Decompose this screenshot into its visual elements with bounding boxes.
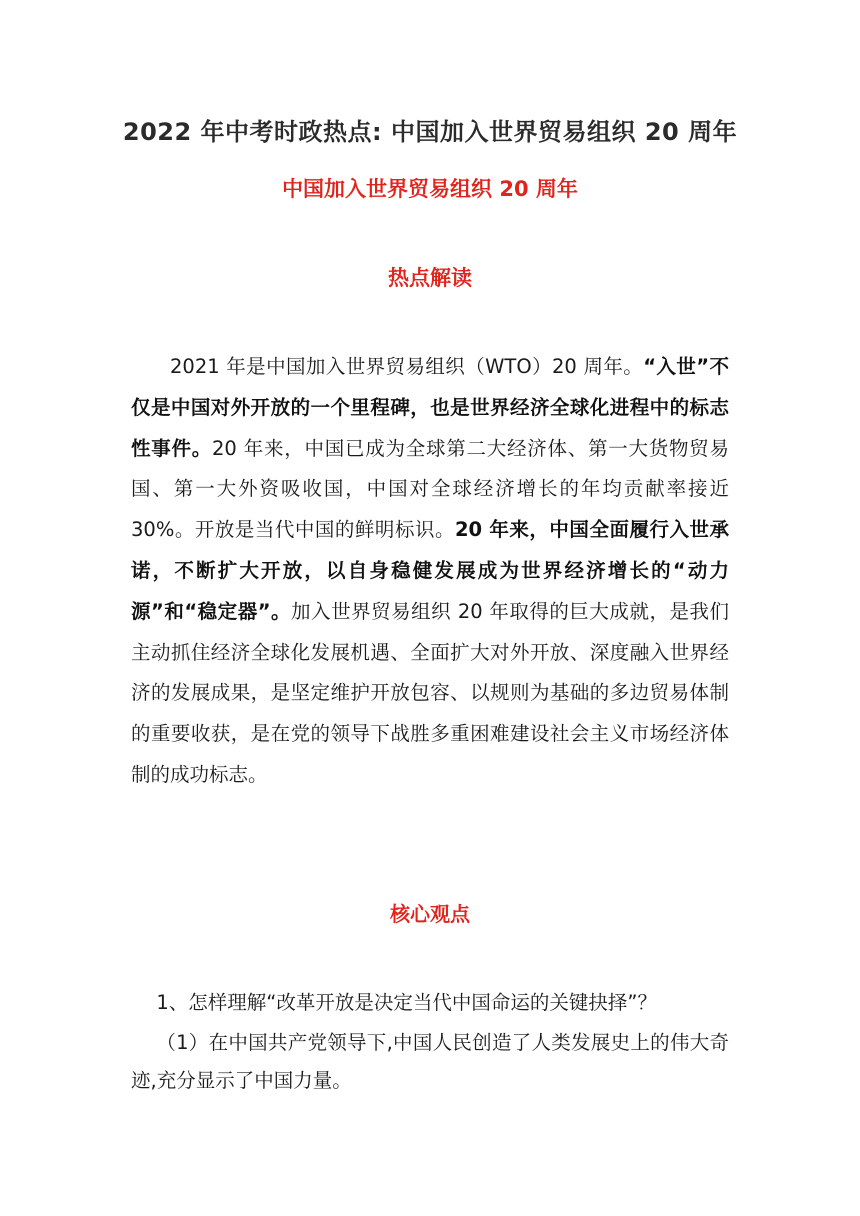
document-title: 2022 年中考时政热点: 中国加入世界贸易组织 20 周年 <box>122 118 738 146</box>
answer-text: （1）在中国共产党领导下,中国人民创造了人类发展史上的伟大奇迹,充分显示了中国力量。 <box>131 1031 729 1092</box>
paragraph-bold-sentence: 20 年来，中国全面履行入世承诺，不断扩大开放，以自身稳健发展成为世界经济增长的“动力源”和“稳定器”。 <box>131 518 729 623</box>
question-text: 1、怎样理解“改革开放是决定当代中国命运的关键抉择”？ <box>156 991 657 1014</box>
section-heading-hotspot: 热点解读 <box>388 266 472 290</box>
paragraph-sentence: 2021 年是中国加入世界贸易组织（WTO）20 周年。 <box>170 355 644 378</box>
paragraph-sentence: 20 年来，中国已成为全球第二大经济体、第一大货物贸易国、第一大外资吸收国，中国对全球经济增长的年均贡献率接近 30%。开放是当代中国的鲜明标识。 <box>131 436 729 542</box>
paragraph-bold-sentence: “入世”不仅是中国对外开放的一个里程碑，也是世界经济全球化进程中的标志性事件。 <box>131 355 729 460</box>
section-heading-core: 核心观点 <box>390 902 470 926</box>
paragraph-sentence: 加入世界贸易组织 20 年取得的巨大成就，是我们主动抓住经济全球化发展机遇、全面扩大对外开放、深度融入世界经济的发展成果，是坚定维护开放包容、以规则为基础的多边贸易体制的重要收获，是在党的领导下战胜多重困难建设社会主义市场经济体制的成功标志。 <box>131 599 729 786</box>
document-subtitle: 中国加入世界贸易组织 20 周年 <box>282 177 578 201</box>
hotspot-paragraph <box>131 347 729 796</box>
